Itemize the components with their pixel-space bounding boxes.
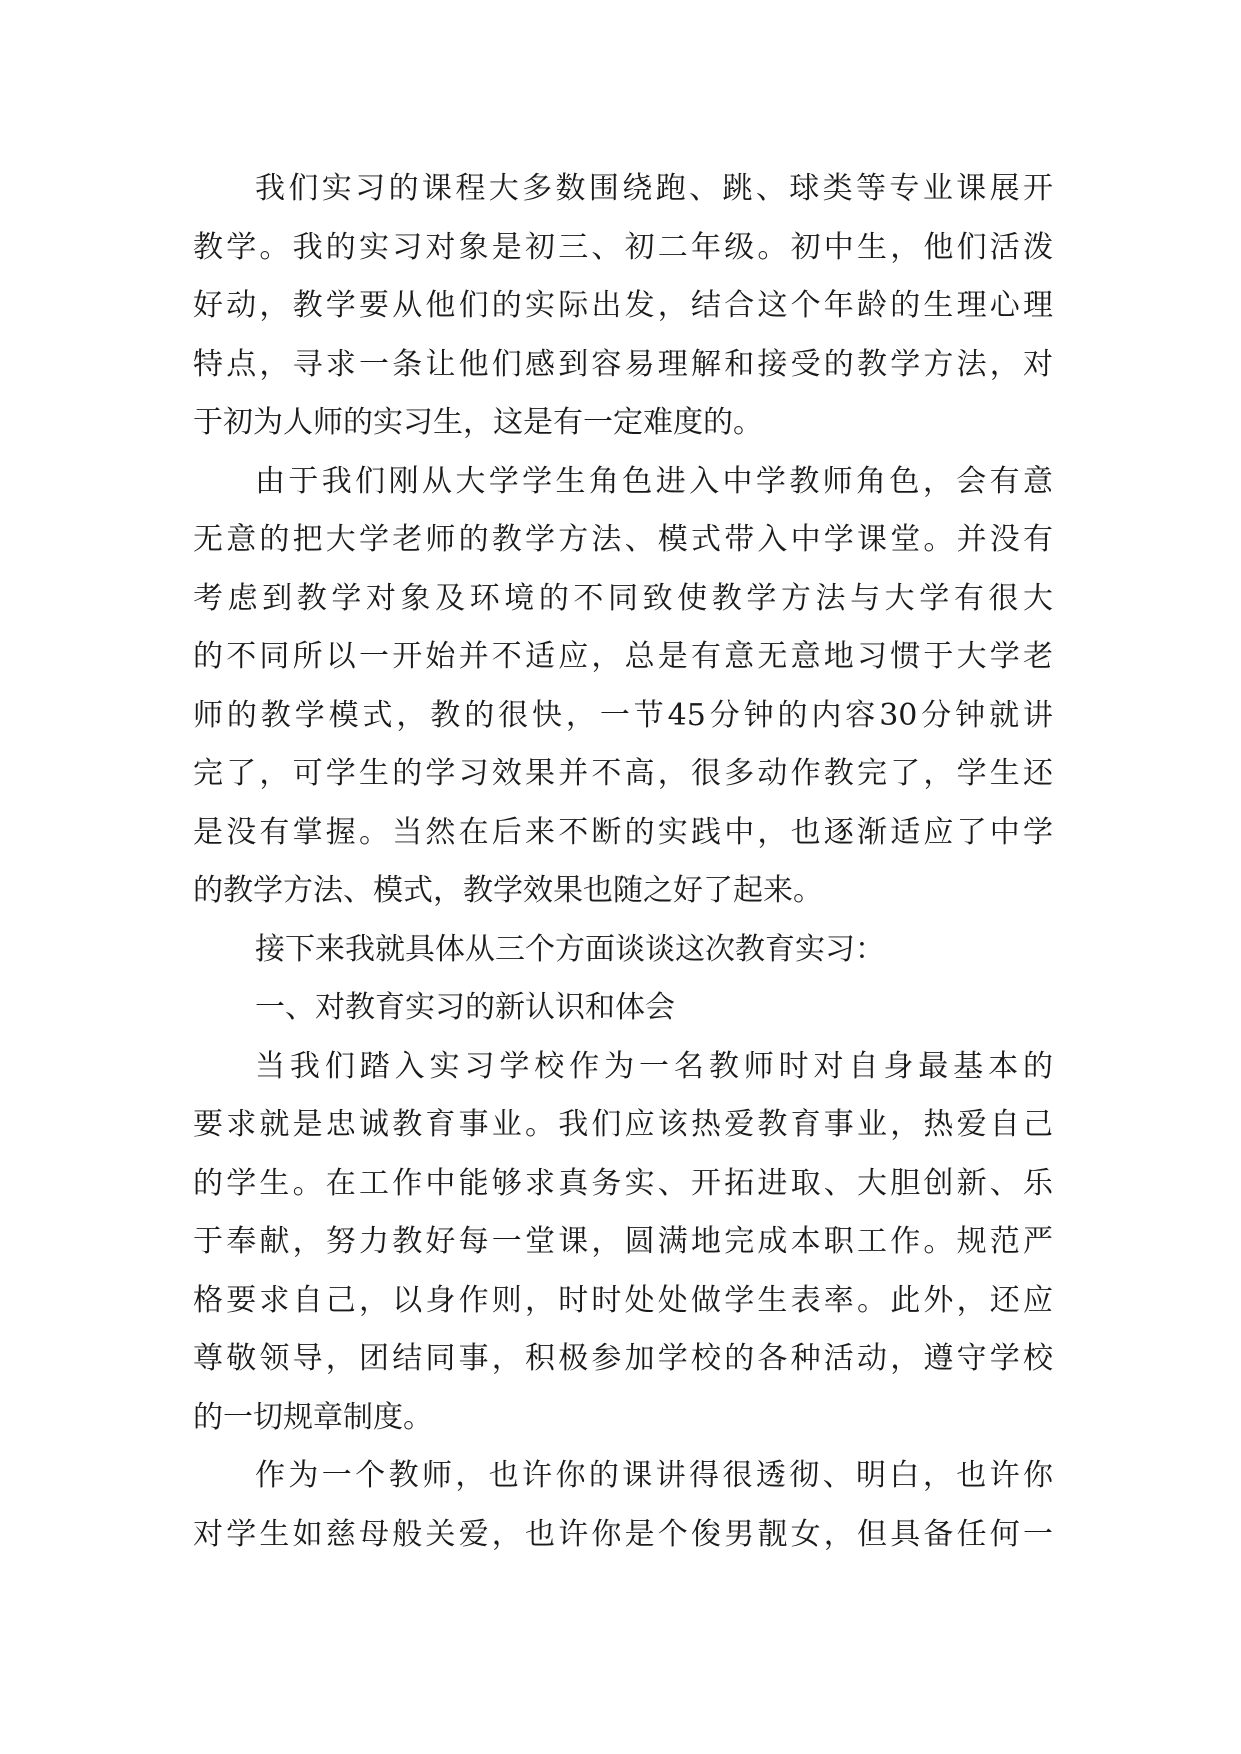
- paragraph: [193, 921, 1053, 980]
- text-line: 无意的把大学老师的教学方法、模式带入中学课堂。并没有: [193, 522, 1053, 557]
- text-line: 的一切规章制度。: [193, 1399, 433, 1435]
- text-line: 我们实习的课程大多数围绕跑、跳、球类等专业课展开: [255, 171, 1053, 206]
- paragraph: [193, 453, 1053, 921]
- text-line: 对学生如慈母般关爱，也许你是个俊男靓女，但具备任何一: [193, 1516, 1053, 1552]
- text-line: 由于我们刚从大学学生角色进入中学教师角色，会有意: [255, 463, 1053, 499]
- text-line: 于初为人师的实习生，这是有一定难度的。: [193, 405, 763, 440]
- text-line: 好动，教学要从他们的实际出发，结合这个年龄的生理心理: [193, 288, 1053, 323]
- text-line: 作为一个教师，也许你的课讲得很透彻、明白，也许你: [255, 1458, 1053, 1493]
- section-heading: [193, 979, 1053, 1038]
- text-line: 完了，可学生的学习效果并不高，很多动作教完了，学生还: [193, 756, 1053, 791]
- text-line: 的教学方法、模式，教学效果也随之好了起来。: [193, 873, 823, 908]
- text-line: 当我们踏入实习学校作为一名教师时对自身最基本的: [255, 1048, 1053, 1084]
- text-line: 要求就是忠诚教育事业。我们应该热爱教育事业，热爱自己: [193, 1107, 1053, 1142]
- text-line: 一、对教育实习的新认识和体会: [255, 990, 675, 1025]
- text-line: 于奉献，努力教好每一堂课，圆满地完成本职工作。规范严: [193, 1224, 1053, 1259]
- text-line: 是没有掌握。当然在后来不断的实践中，也逐渐适应了中学: [193, 814, 1053, 850]
- text-line: 尊敬领导，团结同事，积极参加学校的各种活动，遵守学校: [193, 1341, 1053, 1376]
- paragraph: [193, 1447, 1053, 1564]
- text-line: 特点，寻求一条让他们感到容易理解和接受的教学方法，对: [193, 346, 1053, 382]
- text-line: 师的教学模式，教的很快，一节45分钟的内容30分钟就讲: [193, 697, 1053, 733]
- text-line: 的不同所以一开始并不适应，总是有意无意地习惯于大学老: [193, 639, 1053, 674]
- document-body: [193, 160, 1053, 1564]
- paragraph: [193, 160, 1053, 453]
- text-line: 接下来我就具体从三个方面谈谈这次教育实习：: [255, 931, 885, 967]
- text-line: 的学生。在工作中能够求真务实、开拓进取、大胆创新、乐: [193, 1165, 1053, 1201]
- paragraph: [193, 1038, 1053, 1448]
- text-line: 格要求自己，以身作则，时时处处做学生表率。此外，还应: [193, 1282, 1053, 1318]
- text-line: 考虑到教学对象及环境的不同致使教学方法与大学有很大: [193, 580, 1053, 616]
- text-line: 教学。我的实习对象是初三、初二年级。初中生，他们活泼: [193, 229, 1053, 265]
